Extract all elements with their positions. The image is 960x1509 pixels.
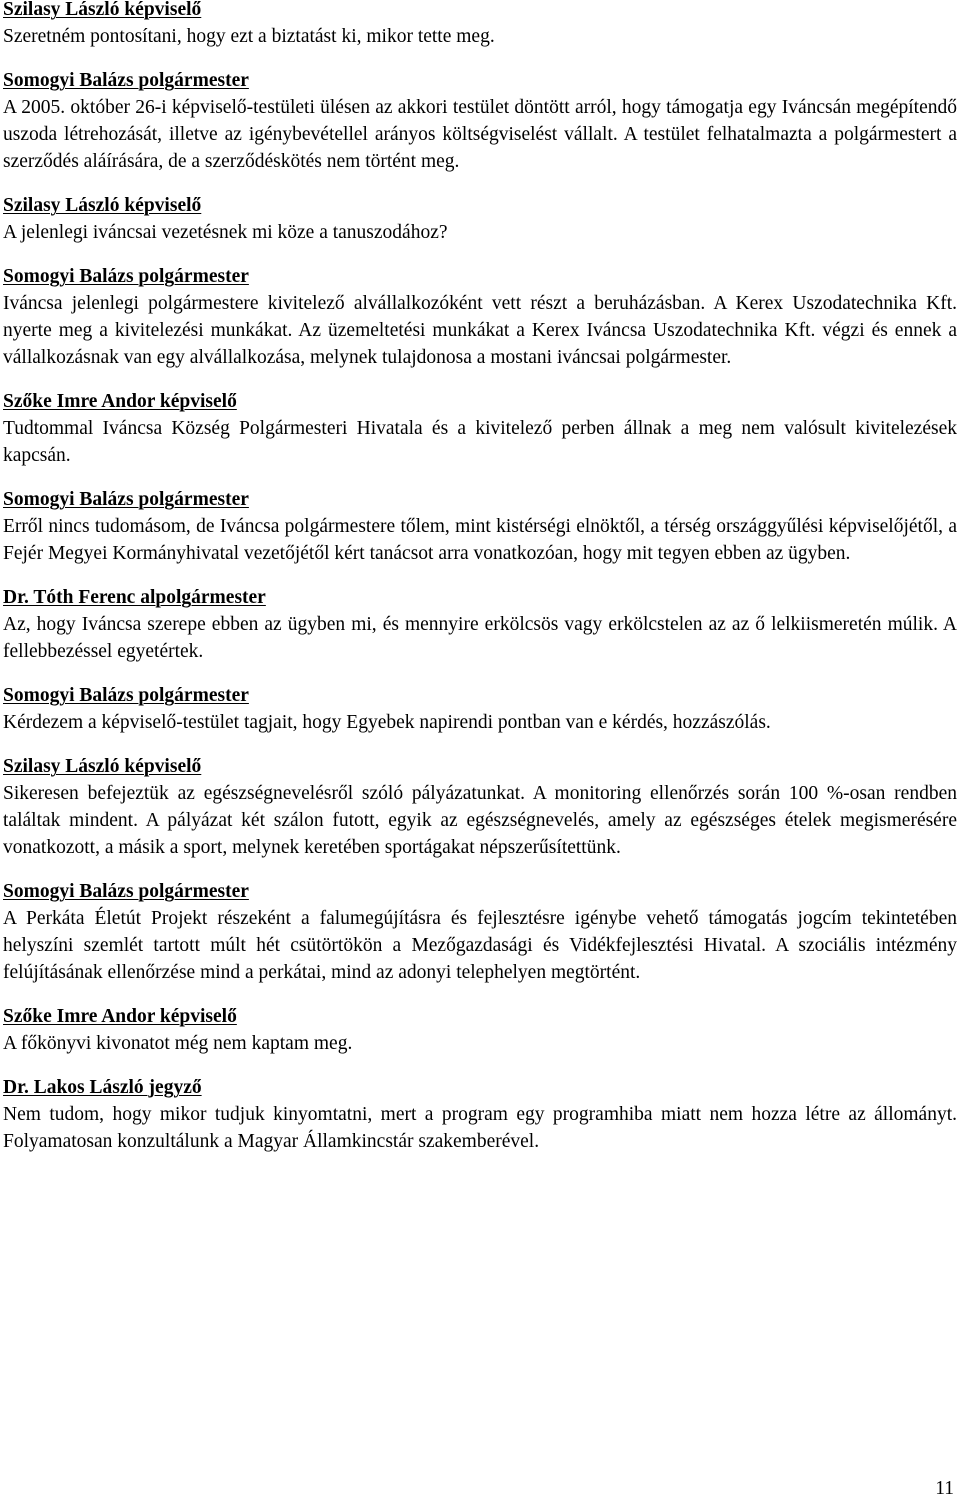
speaker-name: Szőke Imre Andor képviselő	[3, 391, 237, 412]
minutes-entry	[3, 878, 957, 986]
document-page	[3, 0, 957, 1172]
speaker-name: Szilasy László képviselő	[3, 0, 202, 20]
speech-text: Nem tudom, hogy mikor tudjuk kinyomtatni, mert a program egy programhiba miatt nem hozza létre az állományt. Folyamatosan konzultálunk a Magyar Államkincstár szakemberével.	[3, 1104, 957, 1152]
speaker-name: Somogyi Balázs polgármester	[3, 70, 249, 91]
minutes-entry	[3, 388, 957, 469]
speech-text: Sikeresen befejeztük az egészségnevelésről szóló pályázatunkat. A monitoring ellenőrzés során 100 %-osan rendben találtak mindent. A pályázat két szálon futott, egyik az egészségnevelés, amely az egészséges ételek megismerésére vonatkozott, a másik a sport, melynek keretében sportágakat népszerűsítettünk.	[3, 783, 957, 858]
minutes-entry	[3, 486, 957, 567]
speaker-name: Somogyi Balázs polgármester	[3, 685, 249, 706]
speech-text: Kérdezem a képviselő-testület tagjait, hogy Egyebek napirendi pontban van e kérdés, hozzászólás.	[3, 712, 771, 733]
minutes-entry	[3, 753, 957, 861]
speaker-name: Dr. Lakos László jegyző	[3, 1077, 202, 1098]
speaker-name: Somogyi Balázs polgármester	[3, 881, 249, 902]
speech-text: A jelenlegi iváncsai vezetésnek mi köze a tanuszodához?	[3, 222, 448, 243]
minutes-entry	[3, 0, 957, 50]
speech-text: Erről nincs tudomásom, de Iváncsa polgármestere tőlem, mint kistérségi elnöktől, a térség országgyűlési képviselőjétől, a Fejér Megyei Kormányhivatal vezetőjétől kért tanácsot arra vonatkozóan, hogy mit tegyen ebben az ügyben.	[3, 516, 957, 564]
minutes-entry	[3, 584, 957, 665]
speech-text: Szeretném pontosítani, hogy ezt a biztatást ki, mikor tette meg.	[3, 26, 495, 47]
speech-text: A főkönyvi kivonatot még nem kaptam meg.	[3, 1033, 353, 1054]
page-number: 11	[935, 1478, 954, 1499]
speaker-name: Szilasy László képviselő	[3, 195, 202, 216]
speech-text: A Perkáta Életút Projekt részeként a falumegújításra és fejlesztésre igénybe vehető támogatás jogcím tekintetében helyszíni szemlét tartott múlt hét csütörtökön a Mezőgazdasági és Vidékfejlesztési Hivatal. A szociális intézmény felújításának ellenőrzése mind a perkátai, mind az adonyi telephelyen megtörtént.	[3, 908, 957, 983]
minutes-entry	[3, 192, 957, 246]
minutes-entry	[3, 67, 957, 175]
speech-text: Iváncsa jelenlegi polgármestere kivitelező alvállalkozóként vett részt a beruházásban. A Kerex Uszodatechnika Kft. nyerte meg a kivitelezési munkákat. Az üzemeltetési munkákat a Kerex Iváncsa Uszodatechnika Kft. végzi és ennek a vállalkozásnak van egy alvállalkozása, melynek tulajdonosa a mostani iváncsai polgármester.	[3, 293, 957, 368]
minutes-entry	[3, 1074, 957, 1155]
speech-text: Tudtommal Iváncsa Község Polgármesteri Hivatala és a kivitelező perben állnak a meg nem valósult kivitelezések kapcsán.	[3, 418, 957, 466]
minutes-entry	[3, 1003, 957, 1057]
minutes-entry	[3, 263, 957, 371]
speech-text: A 2005. október 26-i képviselő-testületi ülésen az akkori testület döntött arról, hogy támogatja egy Iváncsán megépítendő uszoda létrehozását, illetve az igénybevétellel arányos költségviselést vállalt. A testület felhatalmazta a polgármestert a szerződés aláírására, de a szerződéskötés nem történt meg.	[3, 97, 957, 172]
speaker-name: Somogyi Balázs polgármester	[3, 266, 249, 287]
speaker-name: Dr. Tóth Ferenc alpolgármester	[3, 587, 266, 608]
speech-text: Az, hogy Iváncsa szerepe ebben az ügyben mi, és mennyire erkölcsös vagy erkölcstelen az az ő lelkiismeretén múlik. A fellebbezéssel egyetértek.	[3, 614, 957, 662]
speaker-name: Somogyi Balázs polgármester	[3, 489, 249, 510]
speaker-name: Szilasy László képviselő	[3, 756, 202, 777]
speaker-name: Szőke Imre Andor képviselő	[3, 1006, 237, 1027]
minutes-entry	[3, 682, 957, 736]
